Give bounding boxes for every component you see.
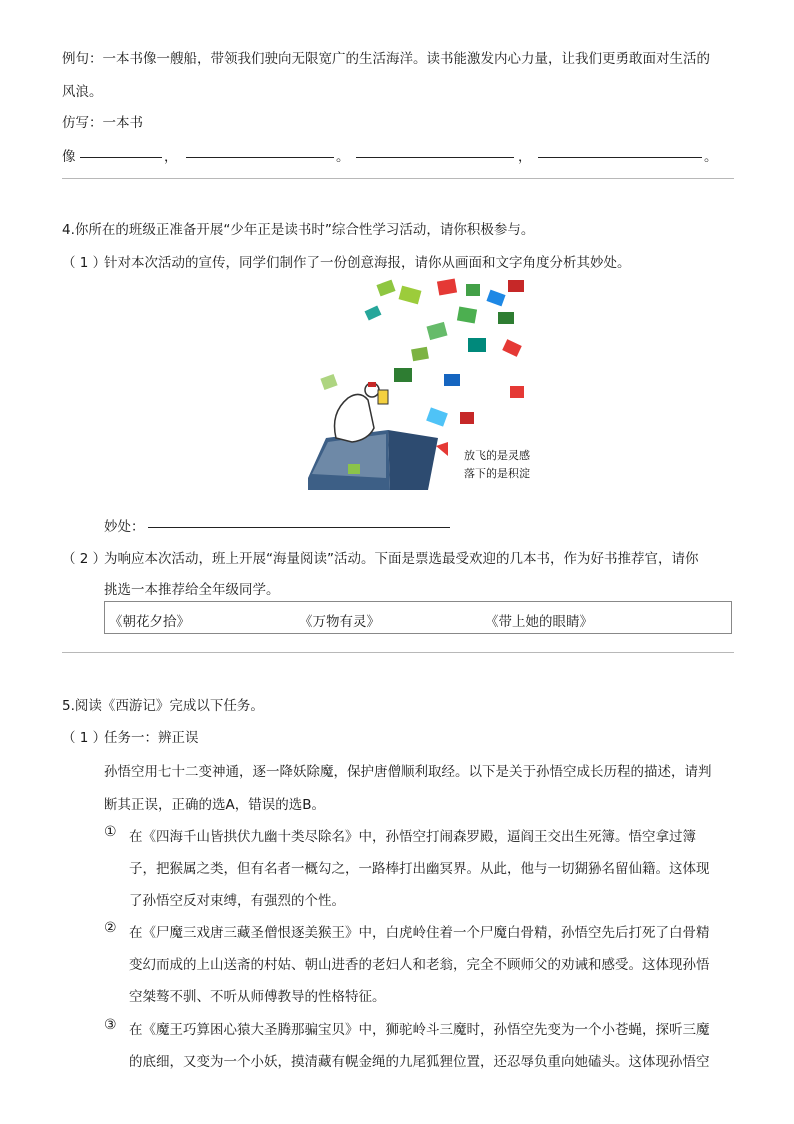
q5-sub1-number: （ 1 ）: [62, 730, 107, 746]
imitate-label: 仿写：一本书: [62, 115, 143, 131]
poster-image: [308, 278, 532, 490]
book-option-1[interactable]: 《朝花夕拾》: [109, 614, 190, 630]
q5-sub1-text: 任务一：辨正误: [104, 730, 199, 746]
item-3-line-1: 在《魔王巧算困心猿大圣腾那骗宝贝》中，狮驼岭斗三魔时，孙悟空先变为一个小苍蝇，探听三魔: [129, 1022, 710, 1038]
q4-sub2-line-2: 挑选一本推荐给全年级同学。: [104, 582, 280, 598]
q4-sub1-text: 针对本次活动的宣传，同学们制作了一份创意海报，请你从画面和文字角度分析其妙处。: [104, 255, 631, 271]
book-option-3[interactable]: 《带上她的眼睛》: [485, 614, 593, 630]
flying-books-illustration: [308, 278, 532, 490]
red-flag-icon: [436, 442, 448, 456]
period-1: 。: [336, 149, 350, 165]
answer-blank-3[interactable]: [356, 157, 514, 158]
q5-title: 5.阅读《西游记》完成以下任务。: [62, 698, 264, 714]
person-hat: [368, 382, 376, 387]
example-line-1: 例句：一本书像一艘船，带领我们驶向无限宽广的生活海洋。读书能激发内心力量，让我们更勇敢面对生活的: [62, 51, 710, 67]
q4-title: 4.你所在的班级正准备开展“少年正是读书时”综合性学习活动，请你积极参与。: [62, 222, 535, 238]
book-list-box: [104, 601, 732, 634]
answer-blank-1[interactable]: [80, 157, 162, 158]
miaochu-label: 妙处：: [104, 519, 145, 535]
item-2-line-2: 变幻而成的上山送斋的村姑、朝山进香的老妇人和老翁，完全不顾师父的劝诫和感受。这体现孙悟: [129, 957, 710, 973]
item-1-line-1: 在《四海千山皆拱伏九幽十类尽除名》中，孙悟空打闹森罗殿，逼阎王交出生死簿。悟空拿过簿: [129, 829, 696, 845]
q4-sub2-line-1: 为响应本次活动，班上开展“海量阅读”活动。下面是票选最受欢迎的几本书，作为好书推荐官，请你: [104, 551, 699, 567]
item-1-line-2: 子，把猴属之类，但有名者一概勾之，一路棒打出幽冥界。从此，他与一切猢狲名留仙籍。这体现: [129, 861, 710, 877]
person-body: [335, 394, 375, 442]
section-divider: [62, 652, 734, 653]
small-yellow-book: [378, 390, 388, 404]
q4-sub1-number: （ 1 ）: [62, 255, 107, 271]
xiang-label: 像: [62, 149, 76, 165]
q5-intro-line-1: 孙悟空用七十二变神通，逐一降妖除魔，保护唐僧顺利取经。以下是关于孙悟空成长历程的描述，请判: [104, 764, 712, 780]
period-2: 。: [704, 149, 718, 165]
item-2-line-1: 在《尸魔三戏唐三藏圣僧恨逐美猴王》中，白虎岭住着一个尸魔白骨精，孙悟空先后打死了白骨精: [129, 925, 710, 941]
answer-blank-4[interactable]: [538, 157, 702, 158]
item-3-line-2: 的底细，又变为一个小妖，摸清藏有幌金绳的九尾狐狸位置，还忍辱负重向她磕头。这体现孙悟空: [129, 1054, 710, 1070]
miaochu-answer-line[interactable]: [148, 527, 450, 528]
item-1-line-3: 了孙悟空反对束缚，有强烈的个性。: [129, 893, 345, 909]
section-divider: [62, 178, 734, 179]
comma-2: ，: [518, 149, 532, 165]
book-option-2[interactable]: 《万物有灵》: [299, 614, 380, 630]
q5-intro-line-2: 断其正误，正确的选A，错误的选B。: [104, 797, 325, 813]
poster-caption-1: 放飞的是灵感: [464, 449, 530, 462]
example-line-2: 风浪。: [62, 84, 103, 100]
poster-caption-2: 落下的是积淀: [464, 467, 530, 480]
comma-1: ，: [164, 149, 178, 165]
answer-blank-2[interactable]: [186, 157, 334, 158]
item-3-number: ③: [104, 1017, 117, 1033]
item-2-line-3: 空桀骜不驯、不听从师傅教导的性格特征。: [129, 989, 386, 1005]
book-base-right: [388, 430, 438, 490]
item-2-number: ②: [104, 920, 117, 936]
item-1-number: ①: [104, 824, 117, 840]
q4-sub2-number: （ 2 ）: [62, 551, 107, 567]
